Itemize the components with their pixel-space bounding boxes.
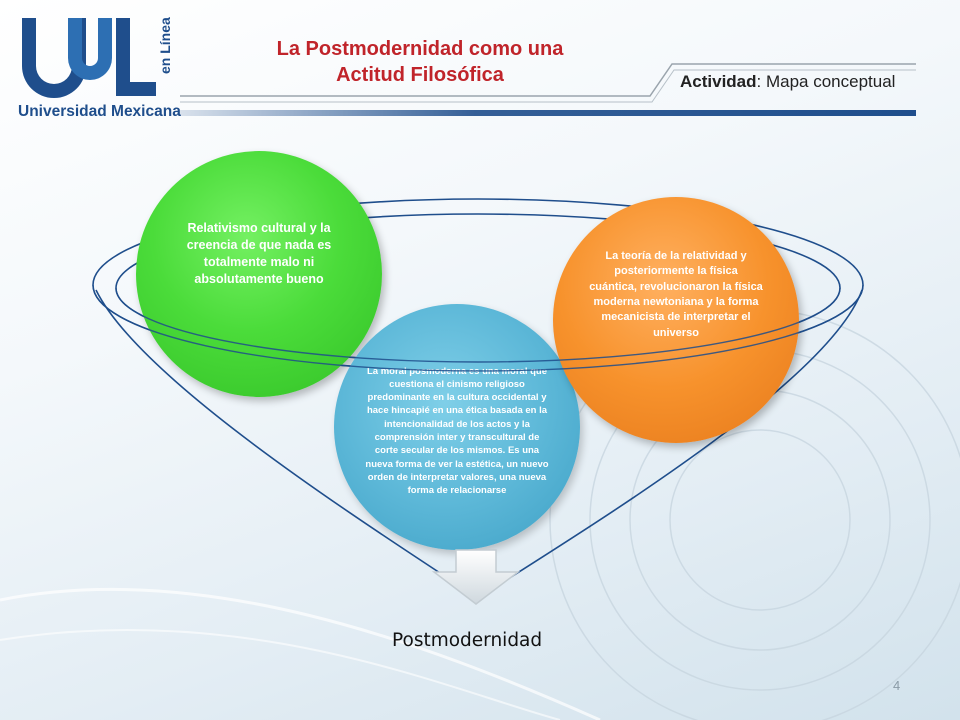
- concept-text-orange: La teoría de la relatividad y posteriormente la física cuántica, revolucionaron la física moderna newtoniana y la forma mecanicista de interpretar el universo: [589, 250, 763, 339]
- down-arrow-icon: [430, 548, 522, 606]
- activity-separator: :: [756, 72, 766, 91]
- concept-circle-green: [136, 151, 382, 397]
- logo-name: Universidad Mexicana: [18, 103, 181, 120]
- concept-circle-blue: [334, 304, 580, 550]
- logo-tagline: en Línea: [157, 17, 173, 74]
- activity-key: Actividad: [680, 72, 757, 91]
- concept-text-green: Relativismo cultural y la creencia de que nada es totalmente malo ni absolutamente bueno: [186, 221, 332, 286]
- title-line-2: Actitud Filosófica: [336, 64, 504, 86]
- concept-text-blue: La moral posmoderna es una moral que cuestiona el cinismo religioso predominante en la cultura occidental y hace hincapié en una ética basada en la intencionalidad de los actos y la comprensión inter y transcultural de corte secular de los mismos. Es una nueva forma de ver la estética, un nuevo orden de interpretar valores, una nueva forma de relacionarse: [365, 365, 549, 497]
- funnel-label: Postmodernidad: [392, 630, 543, 651]
- activity-value: Mapa conceptual: [765, 72, 896, 91]
- concept-circle-orange: [553, 197, 799, 443]
- page-number: 4: [893, 678, 901, 693]
- title-line-1: La Postmodernidad como una: [276, 38, 564, 60]
